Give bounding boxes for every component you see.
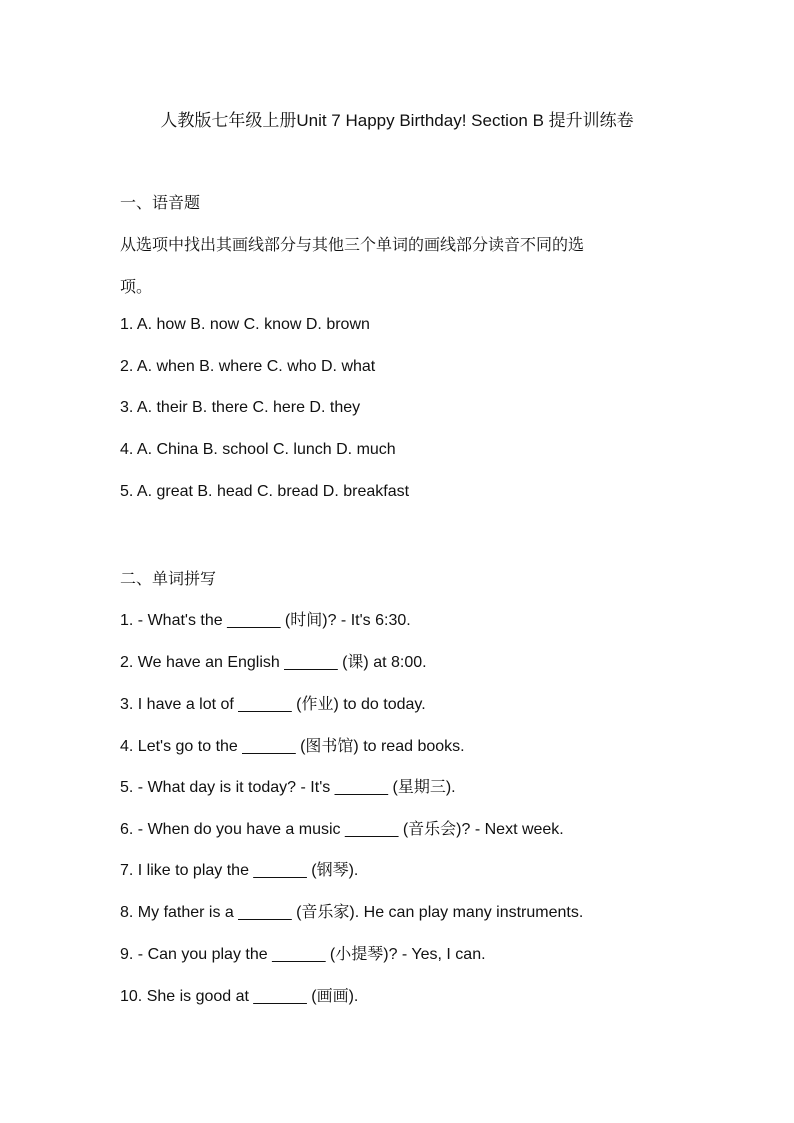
spelling-question-3: 3. I have a lot of ______ (作业) to do today. [120,696,426,713]
spelling-question-2: 2. We have an English ______ (课) at 8:00. [120,654,427,671]
spelling-question-1: 1. - What's the ______ (时间)? - It's 6:30. [120,612,411,629]
spelling-question-6: 6. - When do you have a music ______ (音乐会)? - Next week. [120,821,564,838]
spelling-question-4: 4. Let's go to the ______ (图书馆) to read books. [120,738,465,755]
spelling-question-8: 8. My father is a ______ (音乐家). He can play many instruments. [120,904,584,921]
phonics-question-1: 1. A. how B. now C. know D. brown [120,316,370,333]
section-1-instruction-line-2: 项。 [120,279,153,296]
phonics-question-3: 3. A. their B. there C. here D. they [120,399,361,416]
spelling-question-9: 9. - Can you play the ______ (小提琴)? - Yes, I can. [120,946,486,963]
spelling-question-7: 7. I like to play the ______ (钢琴). [120,862,359,879]
spelling-question-10: 10. She is good at ______ (画画). [120,988,359,1005]
phonics-question-5: 5. A. great B. head C. bread D. breakfast [120,483,410,500]
spelling-question-5: 5. - What day is it today? - It's ______ (星期三). [120,779,456,796]
section-2-heading: 二、单词拼写 [120,571,217,588]
page-title: 人教版七年级上册Unit 7 Happy Birthday! Section B 提升训练卷 [160,111,634,130]
phonics-question-2: 2. A. when B. where C. who D. what [120,358,376,375]
section-1-heading: 一、语音题 [120,195,201,212]
phonics-question-4: 4. A. China B. school C. lunch D. much [120,441,396,458]
section-1-instruction-line-1: 从选项中找出其画线部分与其他三个单词的画线部分读音不同的选 [120,237,585,254]
